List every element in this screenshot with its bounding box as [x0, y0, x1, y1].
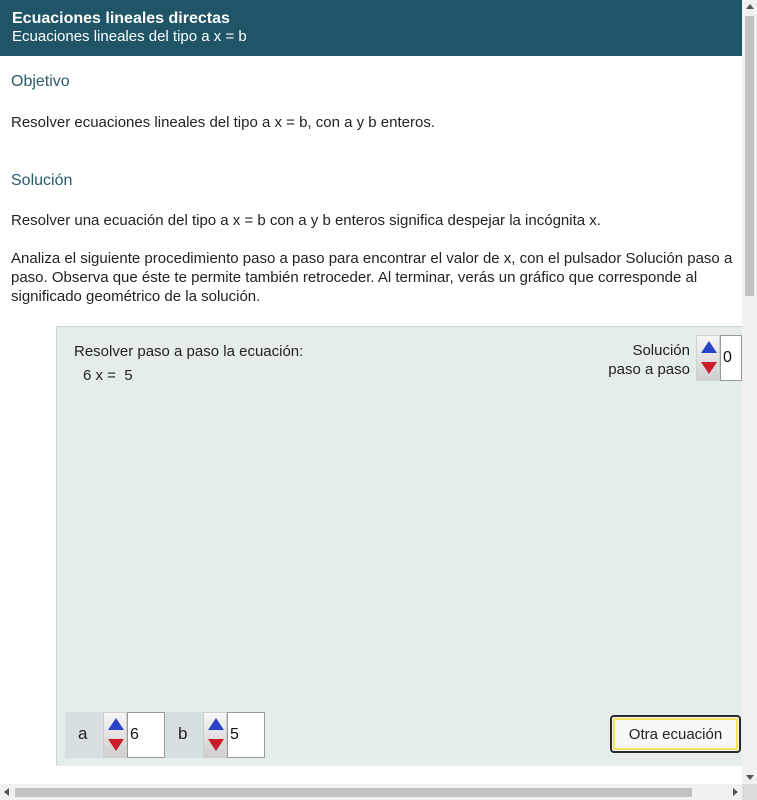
param-a-field[interactable]: 6: [127, 712, 165, 758]
page-title: Ecuaciones lineales directas: [12, 10, 230, 27]
applet-prompt: Resolver paso a paso la ecuación:: [74, 343, 304, 360]
vertical-scroll-thumb[interactable]: [745, 16, 754, 296]
param-b-label: b: [178, 724, 188, 743]
step-value-field[interactable]: 0: [720, 335, 742, 381]
objetivo-text: Resolver ecuaciones lineales del tipo a x = b, con a y b enteros.: [11, 114, 435, 131]
vertical-scrollbar[interactable]: [742, 0, 757, 784]
scrollbar-corner: [742, 784, 757, 800]
param-b-up-icon[interactable]: [208, 718, 224, 730]
solucion-text-2: Analiza el siguiente procedimiento paso a paso para encontrar el valor de x, con el pulsador Solución paso a paso. Observa que éste te permite también retroceder. Al terminar, verás un gráfico que corresponde al significado geométrico de la solución.: [11, 250, 733, 305]
param-b-field[interactable]: 5: [227, 712, 265, 758]
scroll-right-icon[interactable]: [733, 788, 738, 796]
solution-label-line2: paso a paso: [608, 361, 690, 378]
equation-display: 6 x = 5: [83, 367, 133, 384]
objetivo-heading: Objetivo: [11, 73, 70, 90]
param-a-down-icon[interactable]: [108, 739, 124, 751]
equation-applet: [56, 326, 742, 766]
step-down-icon[interactable]: [701, 362, 717, 374]
solucion-heading: Solución: [11, 172, 73, 189]
horizontal-scroll-thumb[interactable]: [15, 788, 692, 797]
param-a-up-icon[interactable]: [108, 718, 124, 730]
horizontal-scrollbar[interactable]: [0, 784, 742, 800]
scroll-left-icon[interactable]: [4, 788, 9, 796]
param-a-label-box: [65, 712, 105, 758]
param-b-down-icon[interactable]: [208, 739, 224, 751]
param-b-label-box: [165, 712, 205, 758]
scroll-down-icon[interactable]: [746, 775, 754, 780]
step-spinner[interactable]: [696, 335, 720, 381]
param-a-label: a: [78, 724, 88, 743]
main-content: [0, 56, 742, 784]
param-b-spinner[interactable]: [203, 712, 227, 758]
solucion-text-1: Resolver una ecuación del tipo a x = b con a y b enteros significa despejar la incógnita x.: [11, 212, 601, 229]
step-up-icon[interactable]: [701, 341, 717, 353]
solution-label-line1: Solución: [632, 342, 690, 359]
otra-ecuacion-button[interactable]: Otra ecuación: [610, 715, 741, 753]
page-header: [0, 0, 742, 56]
solution-step-label: [608, 341, 690, 379]
param-a-spinner[interactable]: [103, 712, 127, 758]
scroll-up-icon[interactable]: [746, 4, 754, 9]
page-subtitle: Ecuaciones lineales del tipo a x = b: [12, 28, 247, 45]
